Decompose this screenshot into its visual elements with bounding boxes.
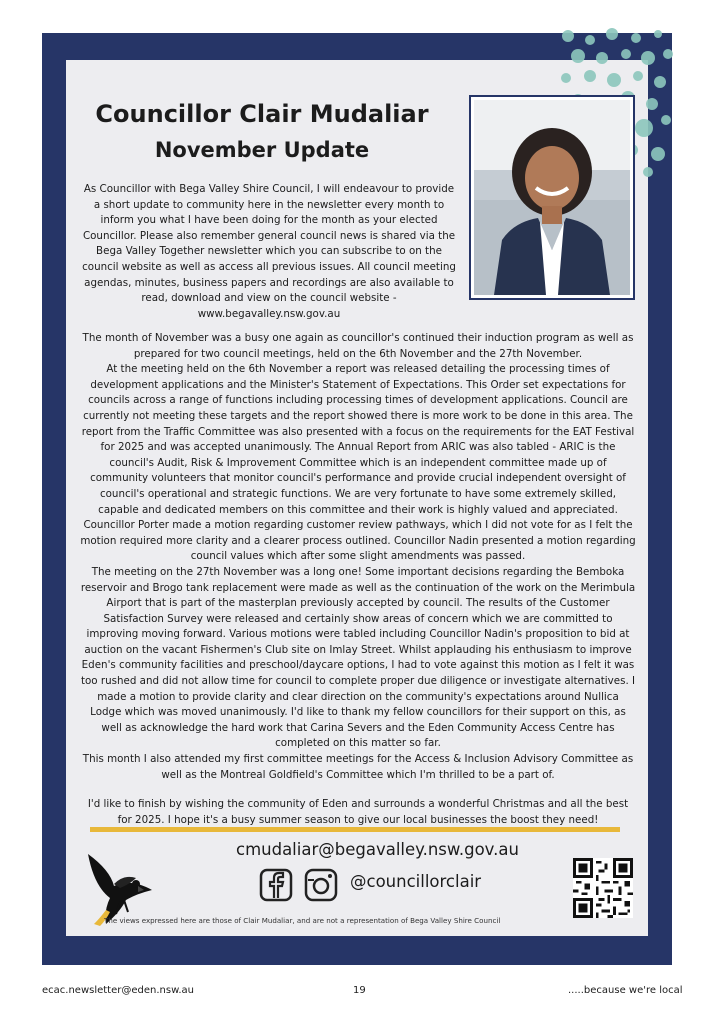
footer-email[interactable]: ecac.newsletter@eden.nsw.au [42, 985, 194, 996]
disclaimer-text: The views expressed here are those of Clair Mudaliar, and are not a representation of Bega Valley Shire Council [104, 916, 501, 925]
intro-paragraph: As Councillor with Bega Valley Shire Council, I will endeavour to provide a short update to community here in the newsletter every month to inform you what I have been doing for the month as your elected Councillor. Please also remember general council news is shared via the Bega Valley Together newsletter which you can subscribe to on the council website as well as access all previous issues. All council meeting agendas, minutes, business papers and recordings are also available to read, download and view on the council website - www.begavalley.nsw.gov.au [82, 183, 456, 320]
black-cockatoo-icon [80, 840, 160, 926]
body-paragraph: The month of November was a busy one again as councillor's continued their induction program as well as prepared for two council meetings, held on the 6th November and the 27th November. [82, 332, 634, 360]
qr-code-icon[interactable] [573, 858, 633, 918]
councillor-photo-frame [469, 95, 635, 300]
facebook-icon[interactable] [259, 868, 293, 902]
update-body [80, 331, 636, 828]
contact-email[interactable]: cmudaliar@begavalley.nsw.gov.au [236, 840, 519, 859]
page-title: Councillor Clair Mudaliar [95, 100, 429, 128]
body-paragraph: This month I also attended my first committee meetings for the Access & Inclusion Advisory Committee as well as the Montreal Goldfield's Committee which I'm thrilled to be a part of. [82, 753, 634, 781]
body-paragraph: The meeting on the 27th November was a long one! Some important decisions regarding the Bemboka reservoir and Brogo tank replacement were made as well as the continuation of the work on the Merimbula Airport that is part of the masterplan previously accepted by council. The results of the Customer Satisfaction Survey were released and certainly show areas of concern which we are committed to improving moving forward. Various motions were tabled including Councillor Nadin's proposition to bid at auction on the vacant Fishermen's Club site on Imlay Street. Whilst applauding his enthusiasm to improve Eden's community facilities and preschool/daycare options, I had to vote against this motion as I felt it was too rushed and did not allow time for council to complete proper due diligence or investigate alternatives. I made a motion to provide clarity and clear direction on the community's expectations around Nullica Lodge which was moved unanimously. I'd like to thank my fellow councillors for their support on this, as well as acknowledge the hard work that Carina Severs and the Eden Community Access Centre has completed on this matter so far. [80, 565, 636, 750]
social-handle[interactable]: @councillorclair [350, 872, 482, 891]
councillor-portrait [474, 100, 630, 295]
divider-rule [90, 827, 620, 832]
instagram-icon[interactable] [304, 868, 338, 902]
page-number: 19 [353, 985, 366, 996]
page-subtitle: November Update [154, 138, 370, 162]
footer-tagline: .....because we're local [568, 985, 683, 996]
body-paragraph: At the meeting held on the 6th November a report was released detailing the processing times of development applications and the Minister's Statement of Expectations. This Order set expectations for councils across a range of functions including processing times of development applications. Council are currently not meeting these targets and the report showed there is more work to be done in this area. The report from the Traffic Committee was also presented with a focus on the requirements for the EAT Festival for 2025 and was accepted unanimously. The Annual Report from ARIC was also tabled - ARIC is the council's Audit, Risk & Improvement Committee which is an independent committee made up of community volunteers that monitor council's performance and provide crucial independent oversight of council's operational and strategic functions. We are very fortunate to have some extremely skilled, capable and dedicated members on this committee and their work is highly valued and appreciated. Councillor Porter made a motion regarding customer review pathways, which I did not vote for as I felt the motion required more clarity and a clearer process outlined. Councillor Nadin presented a motion regarding council values which after some slight amendments was passed. [80, 363, 636, 563]
body-paragraph: I'd like to finish by wishing the community of Eden and surrounds a wonderful Christmas and all the best for 2025. I hope it's a busy summer season to give our local businesses the boost they need! [87, 798, 629, 826]
